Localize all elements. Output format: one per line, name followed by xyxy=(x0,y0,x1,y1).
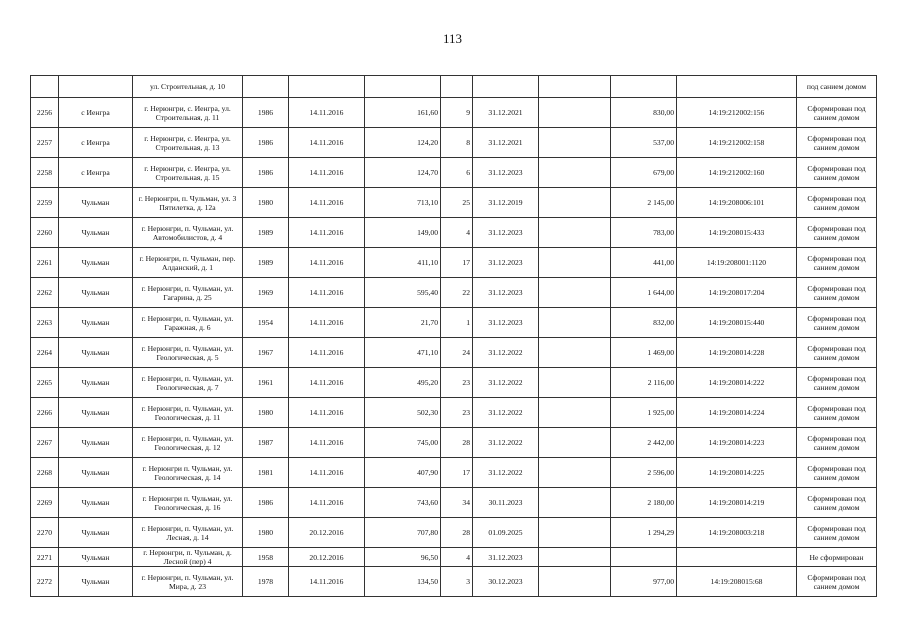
deadline-date-cell: 31.12.2023 xyxy=(473,158,539,188)
address-cell: г. Нерюнгри, с. Иенгра, ул. Строительная, д. 15 xyxy=(133,158,243,188)
land-status-cell: Не сформирован xyxy=(797,548,877,567)
cost-cell: 1 925,00 xyxy=(611,398,677,428)
area-cell: 411,10 xyxy=(365,248,441,278)
row-number-cell: 2266 xyxy=(31,398,59,428)
land-status-cell: Сформирован под санием домом xyxy=(797,128,877,158)
build-year-cell: 1986 xyxy=(243,98,289,128)
address-cell: г. Нерюнгри, п. Чульман, пер. Алданский, д. 1 xyxy=(133,248,243,278)
units-count-cell: 25 xyxy=(441,188,473,218)
land-status-cell: Сформирован под санием домом xyxy=(797,248,877,278)
locality-cell: Чульман xyxy=(59,338,133,368)
units-count-cell: 34 xyxy=(441,488,473,518)
cadastral-number-cell: 14:19:208014:223 xyxy=(677,428,797,458)
cadastral-number-cell: 14:19:208014:219 xyxy=(677,488,797,518)
row-number-cell: 2270 xyxy=(31,518,59,548)
area-cell: 21,70 xyxy=(365,308,441,338)
cost-cell: 679,00 xyxy=(611,158,677,188)
area-cell: 502,30 xyxy=(365,398,441,428)
deadline-date-cell: 31.12.2023 xyxy=(473,248,539,278)
deadline-date-cell: 30.12.2023 xyxy=(473,567,539,597)
record-date-cell: 14.11.2016 xyxy=(289,488,365,518)
cost-cell: 977,00 xyxy=(611,567,677,597)
table-row xyxy=(31,398,877,428)
land-status-cell: под санием домом xyxy=(797,76,877,98)
land-status-cell: Сформирован под санием домом xyxy=(797,158,877,188)
cost-cell: 1 294,29 xyxy=(611,518,677,548)
row-number-cell: 2260 xyxy=(31,218,59,248)
row-number-cell: 2268 xyxy=(31,458,59,488)
cost-cell: 830,00 xyxy=(611,98,677,128)
address-cell: г. Нерюнгри, с. Иенгра, ул. Строительная, д. 13 xyxy=(133,128,243,158)
locality-cell: Чульман xyxy=(59,548,133,567)
table-row xyxy=(31,188,877,218)
empty-cell-cell xyxy=(539,368,611,398)
build-year-cell: 1969 xyxy=(243,278,289,308)
record-date-cell: 20.12.2016 xyxy=(289,548,365,567)
cost-cell: 1 644,00 xyxy=(611,278,677,308)
build-year-cell xyxy=(243,76,289,98)
table-row xyxy=(31,518,877,548)
empty-cell-cell xyxy=(539,76,611,98)
deadline-date-cell: 30.11.2023 xyxy=(473,488,539,518)
record-date-cell: 14.11.2016 xyxy=(289,428,365,458)
record-date-cell: 14.11.2016 xyxy=(289,308,365,338)
units-count-cell: 4 xyxy=(441,218,473,248)
units-count-cell: 17 xyxy=(441,248,473,278)
empty-cell-cell xyxy=(539,218,611,248)
record-date-cell: 14.11.2016 xyxy=(289,398,365,428)
cadastral-number-cell: 14:19:208014:225 xyxy=(677,458,797,488)
row-number-cell: 2271 xyxy=(31,548,59,567)
build-year-cell: 1967 xyxy=(243,338,289,368)
deadline-date-cell: 31.12.2022 xyxy=(473,428,539,458)
area-cell: 407,90 xyxy=(365,458,441,488)
units-count-cell: 22 xyxy=(441,278,473,308)
record-date-cell xyxy=(289,76,365,98)
area-cell: 124,70 xyxy=(365,158,441,188)
area-cell xyxy=(365,76,441,98)
empty-cell-cell xyxy=(539,548,611,567)
cadastral-number-cell: 14:19:208015:440 xyxy=(677,308,797,338)
locality-cell: Чульман xyxy=(59,248,133,278)
address-cell: г. Нерюнгри, п. Чульман, ул. Гагарина, д. 25 xyxy=(133,278,243,308)
address-cell: г. Нерюнгри, п. Чульман, ул. Автомобилистов, д. 4 xyxy=(133,218,243,248)
row-number-cell: 2262 xyxy=(31,278,59,308)
address-cell: г. Нерюнгри, п. Чульман, ул. Геологическая, д. 7 xyxy=(133,368,243,398)
table-row xyxy=(31,567,877,597)
table-row xyxy=(31,428,877,458)
locality-cell xyxy=(59,76,133,98)
cadastral-number-cell xyxy=(677,548,797,567)
address-cell: г. Нерюнгри, п. Чульман, д. Лесной (пер) 4 xyxy=(133,548,243,567)
locality-cell: Чульман xyxy=(59,308,133,338)
empty-cell-cell xyxy=(539,398,611,428)
cadastral-number-cell xyxy=(677,76,797,98)
deadline-date-cell: 31.12.2022 xyxy=(473,338,539,368)
row-number-cell: 2267 xyxy=(31,428,59,458)
address-cell: г. Нерюнгри, с. Иенгра, ул. Строительная, д. 11 xyxy=(133,98,243,128)
locality-cell: Чульман xyxy=(59,398,133,428)
table-row xyxy=(31,368,877,398)
cost-cell: 537,00 xyxy=(611,128,677,158)
deadline-date-cell: 31.12.2022 xyxy=(473,368,539,398)
empty-cell-cell xyxy=(539,518,611,548)
row-number-cell: 2258 xyxy=(31,158,59,188)
empty-cell-cell xyxy=(539,158,611,188)
deadline-date-cell: 31.12.2021 xyxy=(473,98,539,128)
build-year-cell: 1987 xyxy=(243,428,289,458)
locality-cell: с Иенгра xyxy=(59,98,133,128)
cost-cell: 441,00 xyxy=(611,248,677,278)
cadastral-number-cell: 14:19:208015:68 xyxy=(677,567,797,597)
build-year-cell: 1989 xyxy=(243,218,289,248)
table-row xyxy=(31,128,877,158)
units-count-cell: 4 xyxy=(441,548,473,567)
units-count-cell: 6 xyxy=(441,158,473,188)
area-cell: 124,20 xyxy=(365,128,441,158)
empty-cell-cell xyxy=(539,428,611,458)
row-number-cell: 2264 xyxy=(31,338,59,368)
table-row xyxy=(31,218,877,248)
table-row xyxy=(31,248,877,278)
cadastral-number-cell: 14:19:208014:224 xyxy=(677,398,797,428)
deadline-date-cell: 31.12.2023 xyxy=(473,218,539,248)
locality-cell: с Иенгра xyxy=(59,158,133,188)
row-number-cell: 2256 xyxy=(31,98,59,128)
empty-cell-cell xyxy=(539,567,611,597)
land-status-cell: Сформирован под санием домом xyxy=(797,278,877,308)
locality-cell: с Иенгра xyxy=(59,128,133,158)
locality-cell: Чульман xyxy=(59,188,133,218)
land-status-cell: Сформирован под санием домом xyxy=(797,368,877,398)
record-date-cell: 14.11.2016 xyxy=(289,98,365,128)
table-row xyxy=(31,458,877,488)
table-row xyxy=(31,338,877,368)
deadline-date-cell: 31.12.2022 xyxy=(473,458,539,488)
cost-cell: 832,00 xyxy=(611,308,677,338)
registry-table xyxy=(30,75,877,597)
cost-cell: 783,00 xyxy=(611,218,677,248)
build-year-cell: 1961 xyxy=(243,368,289,398)
build-year-cell: 1986 xyxy=(243,488,289,518)
table-row xyxy=(31,278,877,308)
cadastral-number-cell: 14:19:208001:1120 xyxy=(677,248,797,278)
area-cell: 161,60 xyxy=(365,98,441,128)
cost-cell: 2 180,00 xyxy=(611,488,677,518)
locality-cell: Чульман xyxy=(59,488,133,518)
units-count-cell: 1 xyxy=(441,308,473,338)
cadastral-number-cell: 14:19:208003:218 xyxy=(677,518,797,548)
cadastral-number-cell: 14:19:208014:228 xyxy=(677,338,797,368)
deadline-date-cell: 31.12.2019 xyxy=(473,188,539,218)
build-year-cell: 1958 xyxy=(243,548,289,567)
deadline-date-cell xyxy=(473,76,539,98)
address-cell: г. Нерюнгри, п. Чульман, ул. Геологическая, д. 12 xyxy=(133,428,243,458)
deadline-date-cell: 01.09.2025 xyxy=(473,518,539,548)
record-date-cell: 14.11.2016 xyxy=(289,278,365,308)
area-cell: 134,50 xyxy=(365,567,441,597)
cost-cell: 2 596,00 xyxy=(611,458,677,488)
table-body xyxy=(31,76,877,597)
row-number-cell: 2269 xyxy=(31,488,59,518)
row-number-cell: 2257 xyxy=(31,128,59,158)
land-status-cell: Сформирован под санием домом xyxy=(797,308,877,338)
table-row xyxy=(31,98,877,128)
address-cell: ул. Строительная, д. 10 xyxy=(133,76,243,98)
units-count-cell: 28 xyxy=(441,428,473,458)
land-status-cell: Сформирован под санием домом xyxy=(797,428,877,458)
address-cell: г. Нерюнгри п. Чульман, ул. Геологическая, д. 16 xyxy=(133,488,243,518)
deadline-date-cell: 31.12.2023 xyxy=(473,278,539,308)
area-cell: 149,00 xyxy=(365,218,441,248)
build-year-cell: 1981 xyxy=(243,458,289,488)
land-status-cell: Сформирован под санием домом xyxy=(797,338,877,368)
area-cell: 743,60 xyxy=(365,488,441,518)
build-year-cell: 1980 xyxy=(243,518,289,548)
cadastral-number-cell: 14:19:212002:156 xyxy=(677,98,797,128)
area-cell: 707,80 xyxy=(365,518,441,548)
cost-cell xyxy=(611,76,677,98)
address-cell: г. Нерюнгри, п. Чульман, ул. Геологическая, д. 11 xyxy=(133,398,243,428)
address-cell: г. Нерюнгри, п. Чульман, ул. Мира, д. 23 xyxy=(133,567,243,597)
units-count-cell: 8 xyxy=(441,128,473,158)
build-year-cell: 1978 xyxy=(243,567,289,597)
locality-cell: Чульман xyxy=(59,458,133,488)
deadline-date-cell: 31.12.2023 xyxy=(473,308,539,338)
cadastral-number-cell: 14:19:212002:158 xyxy=(677,128,797,158)
area-cell: 471,10 xyxy=(365,338,441,368)
locality-cell: Чульман xyxy=(59,518,133,548)
cost-cell: 2 116,00 xyxy=(611,368,677,398)
record-date-cell: 14.11.2016 xyxy=(289,338,365,368)
record-date-cell: 14.11.2016 xyxy=(289,567,365,597)
address-cell: г. Нерюнгри, п. Чульман, ул. Лесная, д. 14 xyxy=(133,518,243,548)
empty-cell-cell xyxy=(539,188,611,218)
land-status-cell: Сформирован под санием домом xyxy=(797,488,877,518)
locality-cell: Чульман xyxy=(59,218,133,248)
build-year-cell: 1980 xyxy=(243,398,289,428)
empty-cell-cell xyxy=(539,128,611,158)
units-count-cell: 3 xyxy=(441,567,473,597)
record-date-cell: 14.11.2016 xyxy=(289,248,365,278)
empty-cell-cell xyxy=(539,488,611,518)
empty-cell-cell xyxy=(539,248,611,278)
address-cell: г. Нерюнгри, п. Чульман, ул. 3 Пятилетка, д. 12а xyxy=(133,188,243,218)
record-date-cell: 14.11.2016 xyxy=(289,458,365,488)
record-date-cell: 14.11.2016 xyxy=(289,218,365,248)
units-count-cell: 23 xyxy=(441,368,473,398)
build-year-cell: 1980 xyxy=(243,188,289,218)
units-count-cell xyxy=(441,76,473,98)
table-row xyxy=(31,76,877,98)
build-year-cell: 1986 xyxy=(243,158,289,188)
units-count-cell: 24 xyxy=(441,338,473,368)
row-number-cell: 2259 xyxy=(31,188,59,218)
units-count-cell: 28 xyxy=(441,518,473,548)
row-number-cell: 2263 xyxy=(31,308,59,338)
record-date-cell: 20.12.2016 xyxy=(289,518,365,548)
record-date-cell: 14.11.2016 xyxy=(289,188,365,218)
build-year-cell: 1986 xyxy=(243,128,289,158)
area-cell: 745,00 xyxy=(365,428,441,458)
record-date-cell: 14.11.2016 xyxy=(289,158,365,188)
empty-cell-cell xyxy=(539,98,611,128)
land-status-cell: Сформирован под санием домом xyxy=(797,567,877,597)
row-number-cell: 2265 xyxy=(31,368,59,398)
units-count-cell: 17 xyxy=(441,458,473,488)
row-number-cell: 2272 xyxy=(31,567,59,597)
table-row xyxy=(31,488,877,518)
address-cell: г. Нерюнгри, п. Чульман, ул. Геологическая, д. 5 xyxy=(133,338,243,368)
cost-cell: 1 469,00 xyxy=(611,338,677,368)
cadastral-number-cell: 14:19:208014:222 xyxy=(677,368,797,398)
area-cell: 495,20 xyxy=(365,368,441,398)
land-status-cell: Сформирован под санием домом xyxy=(797,218,877,248)
cadastral-number-cell: 14:19:208015:433 xyxy=(677,218,797,248)
land-status-cell: Сформирован под санием домом xyxy=(797,188,877,218)
address-cell: г. Нерюнгри п. Чульман, ул. Геологическая, д. 14 xyxy=(133,458,243,488)
empty-cell-cell xyxy=(539,338,611,368)
land-status-cell: Сформирован под санием домом xyxy=(797,458,877,488)
deadline-date-cell: 31.12.2021 xyxy=(473,128,539,158)
area-cell: 595,40 xyxy=(365,278,441,308)
table-row xyxy=(31,308,877,338)
units-count-cell: 9 xyxy=(441,98,473,128)
cost-cell xyxy=(611,548,677,567)
cost-cell: 2 145,00 xyxy=(611,188,677,218)
page-number: 113 xyxy=(442,31,463,46)
row-number-cell: 2261 xyxy=(31,248,59,278)
empty-cell-cell xyxy=(539,308,611,338)
locality-cell: Чульман xyxy=(59,278,133,308)
cadastral-number-cell: 14:19:208017:204 xyxy=(677,278,797,308)
deadline-date-cell: 31.12.2023 xyxy=(473,548,539,567)
land-status-cell: Сформирован под санием домом xyxy=(797,398,877,428)
empty-cell-cell xyxy=(539,458,611,488)
empty-cell-cell xyxy=(539,278,611,308)
area-cell: 96,50 xyxy=(365,548,441,567)
record-date-cell: 14.11.2016 xyxy=(289,128,365,158)
cadastral-number-cell: 14:19:208006:101 xyxy=(677,188,797,218)
record-date-cell: 14.11.2016 xyxy=(289,368,365,398)
table-row xyxy=(31,158,877,188)
table-row xyxy=(31,548,877,567)
cost-cell: 2 442,00 xyxy=(611,428,677,458)
row-number-cell xyxy=(31,76,59,98)
cadastral-number-cell: 14:19:212002:160 xyxy=(677,158,797,188)
build-year-cell: 1954 xyxy=(243,308,289,338)
land-status-cell: Сформирован под санием домом xyxy=(797,98,877,128)
area-cell: 713,10 xyxy=(365,188,441,218)
address-cell: г. Нерюнгри, п. Чульман, ул. Гаражная, д. 6 xyxy=(133,308,243,338)
locality-cell: Чульман xyxy=(59,567,133,597)
locality-cell: Чульман xyxy=(59,428,133,458)
deadline-date-cell: 31.12.2022 xyxy=(473,398,539,428)
locality-cell: Чульман xyxy=(59,368,133,398)
land-status-cell: Сформирован под санием домом xyxy=(797,518,877,548)
build-year-cell: 1989 xyxy=(243,248,289,278)
units-count-cell: 23 xyxy=(441,398,473,428)
